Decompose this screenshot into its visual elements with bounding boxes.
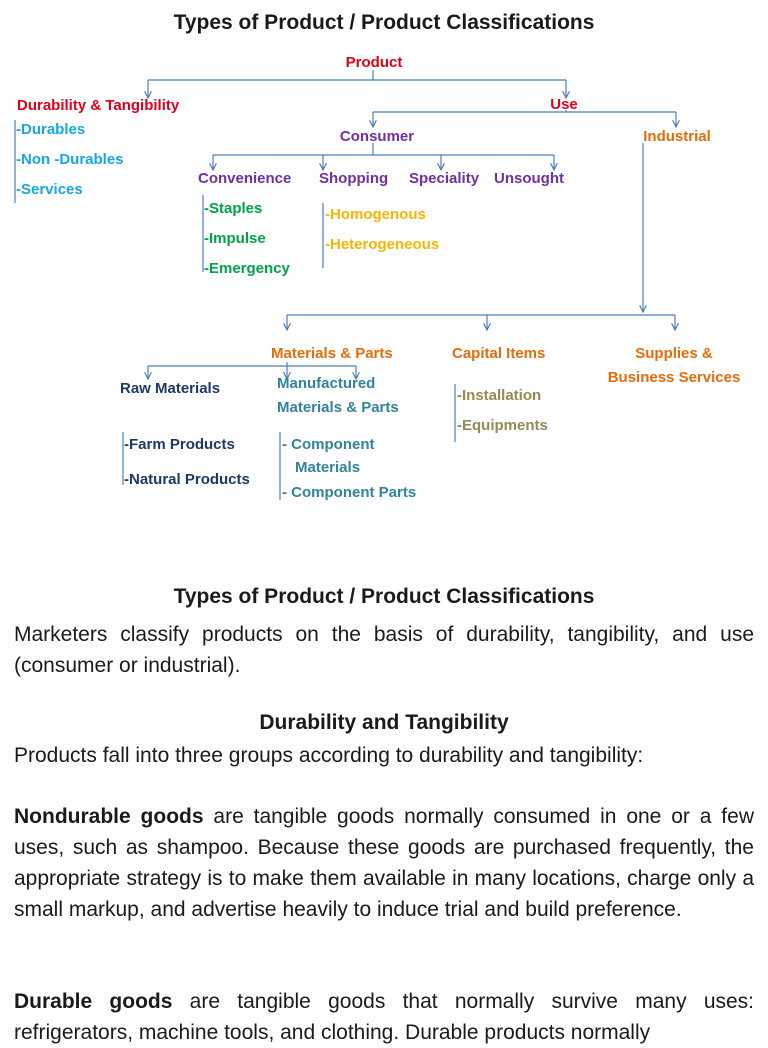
node-shopping: Shopping — [319, 170, 389, 187]
node-use: Use — [550, 96, 578, 113]
node-supplies: Supplies & — [635, 345, 713, 362]
node-services: -Services — [16, 181, 83, 198]
article-heading: Types of Product / Product Classifications — [173, 585, 595, 608]
node-convenience: Convenience — [198, 170, 292, 187]
node-equipments: -Equipments — [457, 417, 548, 434]
section-intro: Products fall into three groups according to durability and tangibility: — [14, 744, 644, 767]
node-component-materials-2: Materials — [295, 459, 361, 476]
node-speciality: Speciality — [409, 170, 480, 187]
node-impulse: -Impulse — [204, 230, 266, 247]
node-product: Product — [345, 54, 403, 71]
node-capital-items: Capital Items — [452, 345, 546, 362]
node-business-services: Business Services — [607, 369, 741, 386]
nondurable-term: Nondurable goods — [14, 805, 204, 828]
node-materials-parts: Materials & Parts — [271, 345, 393, 362]
node-unsought: Unsought — [494, 170, 564, 187]
section-heading: Durability and Tangibility — [259, 711, 509, 734]
node-raw-materials: Raw Materials — [120, 380, 221, 397]
node-manufactured-2: Materials & Parts — [277, 399, 399, 416]
node-heterogeneous: -Heterogeneous — [325, 236, 440, 253]
node-durables: -Durables — [16, 121, 86, 138]
nondurable-text: are tangible goods normally consumed in one or a few uses, such as shampoo. Because these goods are purchased frequently, the appropriate strategy is to make them available in many locations, charge only a small markup, and advertise heavily to induce trial and build preference. — [14, 805, 754, 921]
node-manufactured: Manufactured — [277, 375, 376, 392]
node-staples: -Staples — [204, 200, 263, 217]
node-installation: -Installation — [457, 387, 542, 404]
node-non-durables: -Non -Durables — [16, 151, 124, 168]
node-consumer: Consumer — [339, 128, 415, 145]
diagram-title: Types of Product / Product Classifications — [173, 11, 595, 34]
node-homogenous: -Homogenous — [325, 206, 426, 223]
node-farm-products: -Farm Products — [124, 436, 235, 453]
nondurable-paragraph — [14, 801, 754, 925]
article-intro: Marketers classify products on the basis of durability, tangibility, and use (consumer or industrial). — [14, 623, 754, 677]
durable-text: are tangible goods that normally survive many uses: refrigerators, machine tools, and clothing. Durable products normally — [14, 990, 755, 1044]
durable-term: Durable goods — [14, 990, 173, 1013]
node-component-parts: - Component Parts — [282, 484, 417, 501]
durable-paragraph — [14, 986, 754, 1048]
node-industrial: Industrial — [643, 128, 711, 145]
node-durability-tangibility: Durability & Tangibility — [17, 97, 180, 114]
node-emergency: -Emergency — [204, 260, 290, 277]
node-natural-products: -Natural Products — [124, 471, 250, 488]
node-component-materials: - Component — [282, 436, 375, 453]
